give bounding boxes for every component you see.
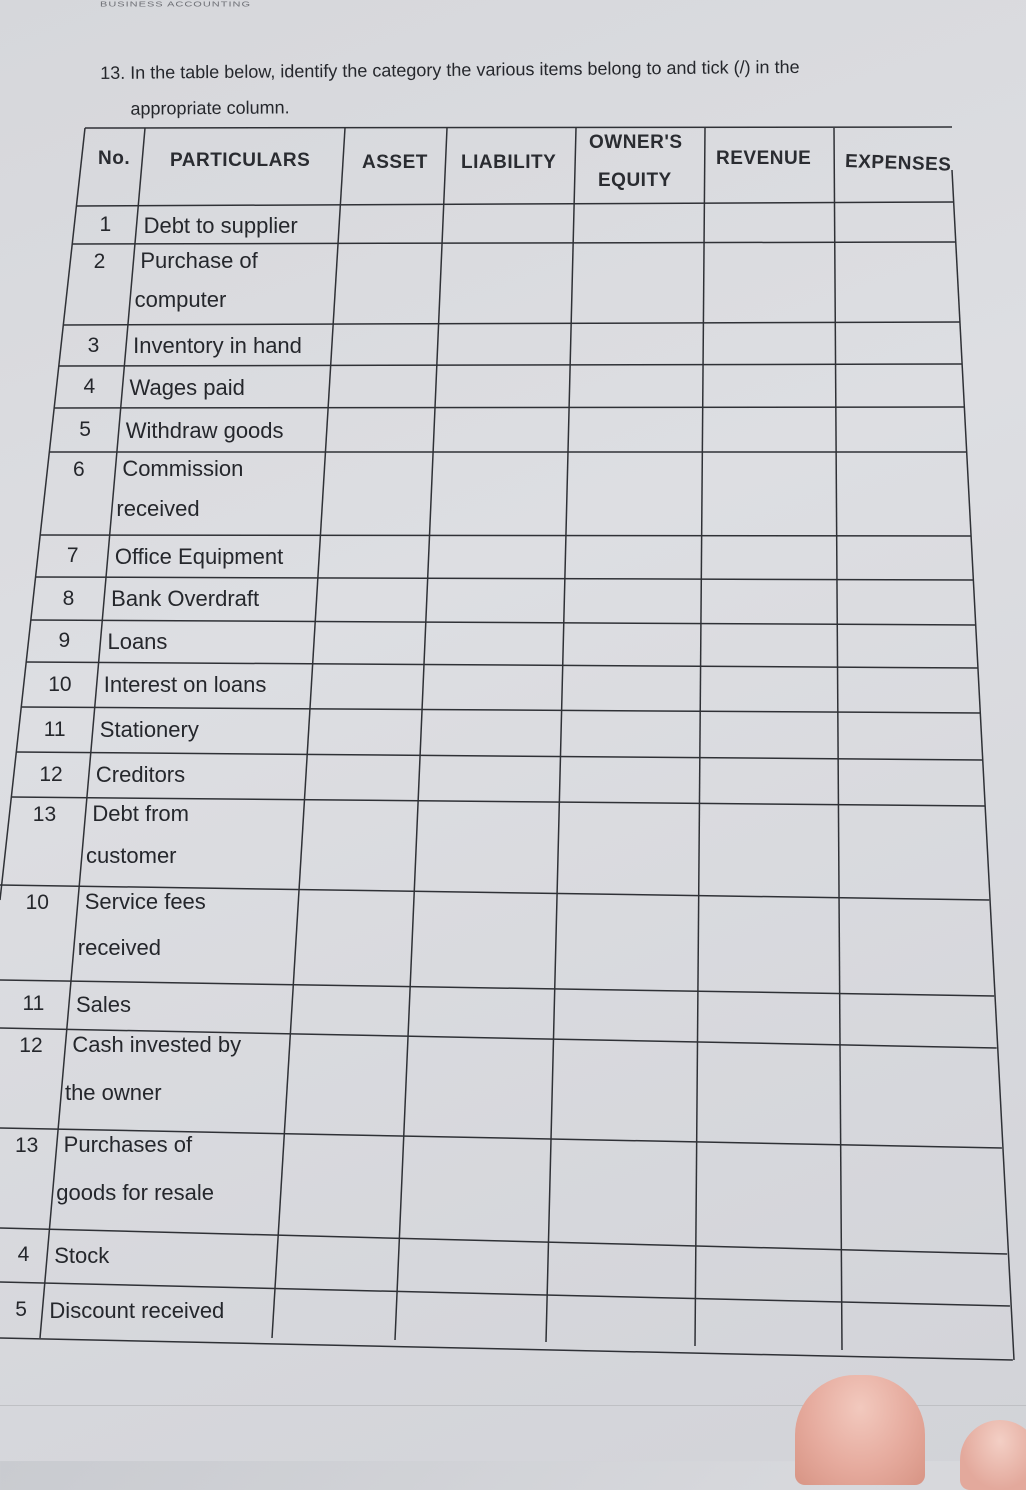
particulars-text: Interest on loans [103, 672, 267, 697]
particulars-text: Creditors [95, 762, 186, 787]
tick-cell-expenses[interactable] [841, 799, 985, 883]
tick-cell-asset[interactable] [334, 327, 436, 364]
tick-cell-expenses[interactable] [837, 246, 956, 323]
subject-header: BUSINESS ACCOUNTING [100, 0, 252, 9]
tick-cell-liability[interactable] [421, 754, 558, 795]
tick-cell-liability[interactable] [427, 622, 561, 660]
row-number: 2 [93, 250, 106, 273]
particulars-text-continued: the owner [64, 1080, 162, 1105]
row-number: 9 [58, 629, 71, 652]
tick-cell-owners-equity[interactable] [552, 1130, 694, 1226]
particulars-text: Service fees [84, 889, 206, 914]
tick-cell-expenses[interactable] [841, 887, 989, 978]
particulars-text: Office Equipment [114, 543, 284, 569]
tick-cell-owners-equity[interactable] [566, 579, 699, 618]
tick-cell-liability[interactable] [445, 208, 572, 242]
particulars-text-continued: received [77, 934, 161, 960]
row-number: 7 [66, 544, 79, 567]
row-divider-line [0, 1338, 1013, 1360]
tick-cell-revenue[interactable] [700, 887, 837, 978]
tick-cell-owners-equity[interactable] [549, 1284, 694, 1336]
tick-cell-liability[interactable] [423, 709, 559, 750]
tick-cell-asset[interactable] [319, 579, 425, 618]
tick-cell-revenue[interactable] [697, 1284, 839, 1336]
tick-cell-owners-equity[interactable] [571, 410, 701, 450]
tick-cell-expenses[interactable] [838, 410, 964, 450]
row-number: 10 [25, 891, 49, 914]
tick-cell-expenses[interactable] [840, 709, 979, 750]
tick-cell-owners-equity[interactable] [558, 887, 696, 978]
tick-cell-liability[interactable] [398, 1284, 545, 1336]
tick-cell-asset[interactable] [313, 664, 421, 705]
tick-cell-liability[interactable] [404, 1130, 548, 1226]
tick-cell-expenses[interactable] [839, 537, 970, 575]
particulars-text: Cash invested by [72, 1032, 242, 1057]
particulars-text: Wages paid [129, 374, 245, 400]
tick-cell-owners-equity[interactable] [565, 622, 698, 660]
tick-cell-owners-equity[interactable] [572, 368, 701, 406]
row-number: 12 [19, 1034, 43, 1057]
tick-cell-asset[interactable] [331, 368, 434, 406]
tick-cell-owners-equity[interactable] [550, 1230, 694, 1280]
particulars-text: Sales [75, 991, 132, 1017]
particulars-text: Withdraw goods [125, 417, 284, 443]
tick-cell-asset[interactable] [298, 887, 410, 978]
tick-cell-owners-equity[interactable] [564, 664, 698, 705]
tick-cell-revenue[interactable] [702, 754, 837, 795]
tick-cell-expenses[interactable] [838, 368, 962, 406]
tick-cell-liability[interactable] [425, 664, 560, 705]
column-header-revenue: REVENUE [716, 148, 812, 169]
column-header-owners-equity-line1: OWNER'S [589, 132, 683, 153]
tick-cell-revenue[interactable] [701, 799, 837, 883]
particulars-text-continued: received [116, 495, 200, 521]
row-divider-line [40, 535, 971, 536]
tick-cell-liability[interactable] [442, 246, 570, 323]
particulars-text: Bank Overdraft [111, 586, 260, 611]
particulars-text: Debt to supplier [143, 212, 298, 238]
tick-cell-revenue[interactable] [698, 1130, 838, 1226]
tick-cell-liability[interactable] [438, 368, 568, 406]
tick-cell-expenses[interactable] [840, 664, 977, 705]
tick-cell-asset[interactable] [294, 982, 407, 1026]
row-number: 4 [83, 375, 96, 398]
tick-cell-liability[interactable] [440, 327, 569, 364]
tick-cell-expenses[interactable] [837, 327, 959, 364]
particulars-text-continued: computer [134, 286, 227, 312]
tick-cell-expenses[interactable] [843, 1130, 1003, 1226]
tick-cell-owners-equity[interactable] [573, 327, 702, 364]
tick-cell-liability[interactable] [429, 579, 563, 618]
tick-cell-owners-equity[interactable] [556, 982, 695, 1026]
tick-cell-revenue[interactable] [704, 454, 834, 533]
tick-cell-liability[interactable] [436, 410, 566, 450]
tick-cell-asset[interactable] [311, 709, 419, 750]
tick-cell-asset[interactable] [325, 454, 429, 533]
tick-cell-expenses[interactable] [842, 1030, 997, 1126]
tick-cell-revenue[interactable] [703, 622, 836, 660]
finger-thumb [795, 1375, 925, 1485]
column-header-no: No. [98, 148, 131, 169]
row-number: 10 [48, 672, 72, 696]
tick-cell-expenses[interactable] [844, 1284, 1010, 1336]
particulars-text: Inventory in hand [133, 333, 302, 358]
question-line-2: appropriate column. [130, 97, 290, 119]
tick-cell-owners-equity[interactable] [569, 454, 700, 533]
tick-cell-revenue[interactable] [699, 1030, 838, 1126]
tick-cell-asset[interactable] [338, 246, 439, 323]
tick-cell-liability[interactable] [431, 537, 564, 575]
tick-cell-expenses[interactable] [837, 208, 953, 242]
tick-cell-expenses[interactable] [838, 454, 966, 533]
tick-cell-revenue[interactable] [702, 664, 835, 705]
tick-cell-expenses[interactable] [839, 579, 972, 618]
question-line-1: 13. In the table below, identify the category the various items belong to and tick (/) in the [100, 56, 800, 83]
tick-cell-asset[interactable] [284, 1130, 400, 1226]
tick-cell-expenses[interactable] [840, 754, 981, 795]
row-number: 3 [87, 333, 100, 357]
tick-cell-liability[interactable] [408, 1030, 550, 1126]
column-header-asset: ASSET [362, 152, 428, 173]
row-divider-line [59, 364, 962, 366]
tick-cell-revenue[interactable] [705, 327, 833, 364]
tick-cell-owners-equity[interactable] [576, 208, 703, 242]
row-number: 8 [62, 586, 75, 610]
particulars-text: Stationery [99, 717, 199, 742]
row-divider-line [85, 127, 952, 128]
tick-cell-owners-equity[interactable] [567, 537, 699, 575]
tick-cell-owners-equity[interactable] [555, 1030, 696, 1126]
tick-cell-asset[interactable] [341, 208, 441, 242]
column-header-particulars: PARTICULARS [170, 150, 311, 171]
tick-cell-liability[interactable] [418, 799, 556, 883]
row-number: 4 [17, 1243, 30, 1266]
row-divider-line [72, 242, 956, 244]
row-number: 13 [32, 803, 57, 826]
tick-cell-asset[interactable] [321, 537, 426, 575]
column-header-liability: LIABILITY [461, 152, 557, 173]
tick-cell-asset[interactable] [329, 410, 432, 450]
particulars-text: Loans [107, 628, 168, 654]
tick-cell-liability[interactable] [401, 1230, 547, 1280]
tick-cell-revenue[interactable] [706, 208, 832, 242]
tick-cell-asset[interactable] [290, 1030, 405, 1126]
tick-cell-asset[interactable] [279, 1230, 397, 1280]
tick-cell-asset[interactable] [304, 799, 414, 883]
tick-cell-owners-equity[interactable] [574, 246, 702, 323]
particulars-text: Commission [122, 456, 244, 481]
tick-cell-asset[interactable] [308, 754, 417, 795]
tick-cell-owners-equity[interactable] [562, 754, 698, 795]
particulars-text: Debt from [92, 801, 189, 826]
row-number: 13 [14, 1134, 39, 1157]
row-number: 11 [22, 992, 45, 1015]
row-number: 5 [79, 418, 91, 441]
particulars-text: Discount received [49, 1297, 225, 1323]
tick-cell-asset[interactable] [316, 622, 423, 660]
row-divider-line [54, 407, 964, 408]
tick-cell-revenue[interactable] [700, 982, 838, 1026]
particulars-text-continued: customer [86, 843, 177, 868]
particulars-text: Purchases of [63, 1132, 193, 1157]
tick-cell-liability[interactable] [414, 887, 554, 978]
tick-cell-revenue[interactable] [705, 410, 834, 450]
row-number: 5 [15, 1298, 27, 1321]
tick-cell-expenses[interactable] [843, 1230, 1006, 1280]
particulars-text: Purchase of [140, 248, 258, 273]
particulars-text-continued: goods for resale [56, 1180, 215, 1205]
tick-cell-revenue[interactable] [702, 709, 836, 750]
tick-cell-liability[interactable] [411, 982, 552, 1026]
tick-cell-owners-equity[interactable] [560, 799, 697, 883]
tick-cell-revenue[interactable] [705, 368, 834, 406]
tick-cell-owners-equity[interactable] [563, 709, 698, 750]
row-number: 12 [39, 762, 63, 786]
row-divider-line [76, 202, 953, 206]
column-header-expenses: EXPENSES [844, 151, 952, 176]
column-header-owners-equity-line2: EQUITY [598, 170, 672, 191]
tick-cell-revenue[interactable] [698, 1230, 840, 1280]
tick-cell-revenue[interactable] [706, 246, 833, 323]
tick-cell-expenses[interactable] [842, 982, 994, 1026]
tick-cell-liability[interactable] [433, 454, 565, 533]
tick-cell-asset[interactable] [276, 1284, 395, 1336]
particulars-text: Stock [54, 1242, 110, 1268]
tick-cell-revenue[interactable] [703, 579, 835, 618]
row-number: 6 [73, 458, 85, 481]
tick-cell-expenses[interactable] [839, 622, 974, 660]
row-number: 1 [99, 213, 112, 236]
row-number: 11 [43, 717, 66, 741]
tick-cell-revenue[interactable] [703, 537, 834, 575]
